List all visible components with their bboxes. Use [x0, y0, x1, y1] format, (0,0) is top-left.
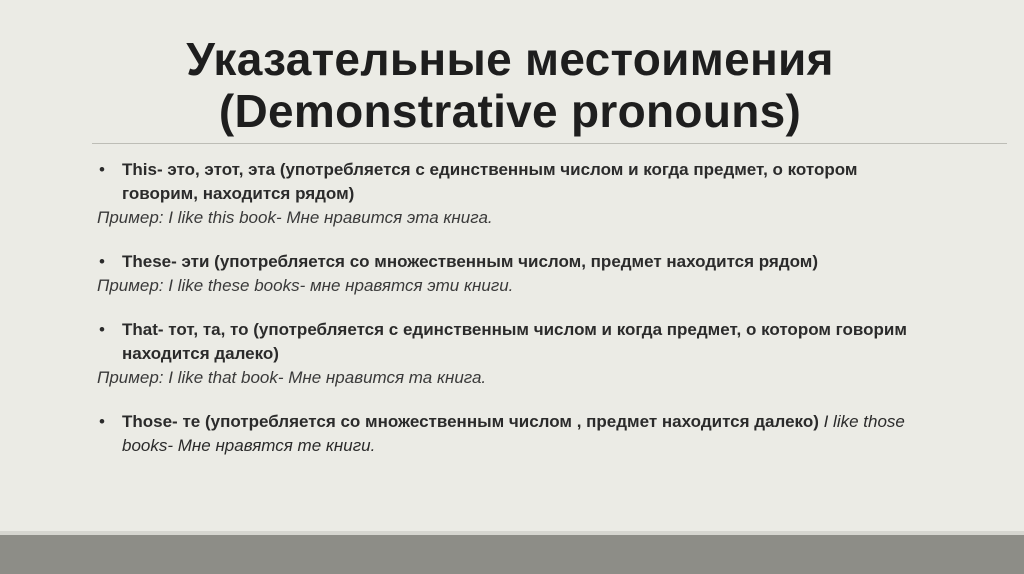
item-text: These- эти (употребляется со множественным числом, предмет находится рядом) — [122, 252, 819, 271]
footer-bar — [0, 535, 1024, 574]
item-text: That- тот, та, то (употребляется с единственным числом и когда предмет, о котором говорим находится далеко) — [122, 320, 907, 363]
item-example: Пример: I like these books- мне нравятся эти книги. — [97, 276, 514, 295]
bullet-icon: • — [99, 252, 105, 271]
list-item-these — [97, 250, 937, 298]
item-example: Пример: I like that book- Мне нравится та книга. — [97, 368, 487, 387]
item-example: Пример: I like this book- Мне нравится эта книга. — [97, 208, 493, 227]
title-line-2: (Demonstrative pronouns) — [218, 85, 802, 137]
title-line-1: Указательные местоимения — [186, 33, 834, 85]
list-item-that — [97, 318, 937, 390]
list-item-this — [97, 158, 937, 230]
bullet-icon: • — [99, 412, 105, 431]
slide-content — [97, 158, 937, 478]
list-item-those — [97, 410, 937, 458]
slide-title — [60, 33, 960, 137]
item-example: I like those books- Мне нравятся те книги. — [122, 412, 905, 455]
item-text: This- это, этот, эта (употребляется с единственным числом и когда предмет, о котором говорим, находится рядом) — [122, 160, 858, 203]
title-divider — [92, 143, 1007, 144]
bullet-icon: • — [99, 160, 105, 179]
item-text: Those- те (употребляется со множественным числом , предмет находится далеко) — [122, 412, 819, 431]
bullet-icon: • — [99, 320, 105, 339]
